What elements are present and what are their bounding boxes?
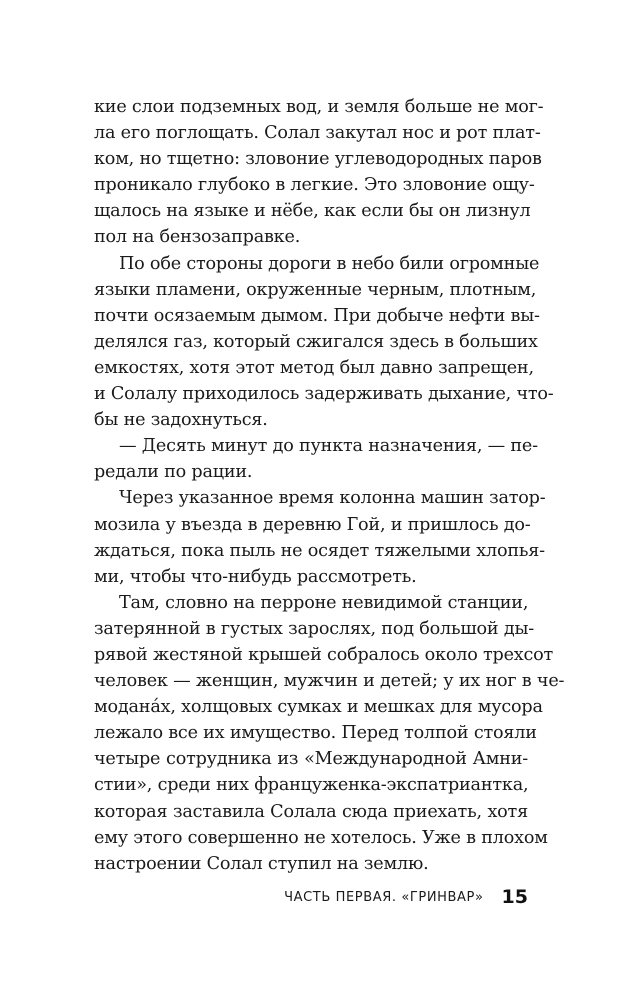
page-footer [232,885,528,909]
running-head: ЧАСТЬ ПЕРВАЯ. «ГРИНВАР» [284,889,484,905]
text-line: — Десять минут до пункта назначения, — пе- [119,436,538,457]
text-line: языки пламени, окруженные черным, плотным, [94,279,537,300]
body-text [94,94,565,877]
page-number: 15 [501,886,528,908]
text-line: пол на бензозаправке. [94,227,301,248]
text-line: щалось на языке и нёбе, как если бы он лизнул [94,201,531,222]
text-line: почти осязаемым дымом. При добыче нефти вы- [94,305,540,326]
text-line: затерянной в густых зарослях, под большой ды- [94,618,535,639]
text-line: ему этого совершенно не хотелось. Уже в плохом [94,827,548,848]
text-line: делялся газ, который сжигался здесь в больших [94,331,538,352]
text-line: ла его поглощать. Солал закутал нос и рот плат- [94,123,541,144]
text-line: проникало глубоко в легкие. Это зловоние ощу- [94,175,535,196]
text-line: бы не задохнуться. [94,410,268,431]
text-line: Там, словно на перроне невидимой станции, [119,592,529,613]
text-line: человек — женщин, мужчин и детей; у их ног в че- [94,671,565,692]
text-line: лежало все их имущество. Перед толпой стояли [94,723,537,744]
text-line: рявой жестяной крышей собралось около трехсот [94,644,554,665]
text-line: мозила у въезда в деревню Гой, и пришлось до- [94,514,531,535]
text-line: редали по рации. [94,462,253,483]
text-line: модана́х, холщовых сумках и мешках для мусора [94,697,543,718]
text-line: стии», среди них француженка-экспатриантка, [94,775,529,796]
text-line: По обе стороны дороги в небо били огромные [119,253,540,274]
text-line: которая заставила Солала сюда приехать, хотя [94,801,528,822]
text-line: емкостях, хотя этот метод был давно запрещен, [94,357,534,378]
text-line: и Солалу приходилось задерживать дыхание, что- [94,384,554,405]
text-line: ком, но тщетно: зловоние углеводородных паров [94,149,542,170]
text-line: четыре сотрудника из «Международной Амни- [94,749,528,770]
text-line: кие слои подземных вод, и земля больше не мог- [94,97,544,117]
text-line: настроении Солал ступил на землю. [94,853,429,874]
text-line: ми, чтобы что-нибудь рассмотреть. [94,566,417,587]
text-line: Через указанное время колонна машин затор- [119,488,546,509]
text-line: ждаться, пока пыль не осядет тяжелыми хлопья- [94,540,545,561]
